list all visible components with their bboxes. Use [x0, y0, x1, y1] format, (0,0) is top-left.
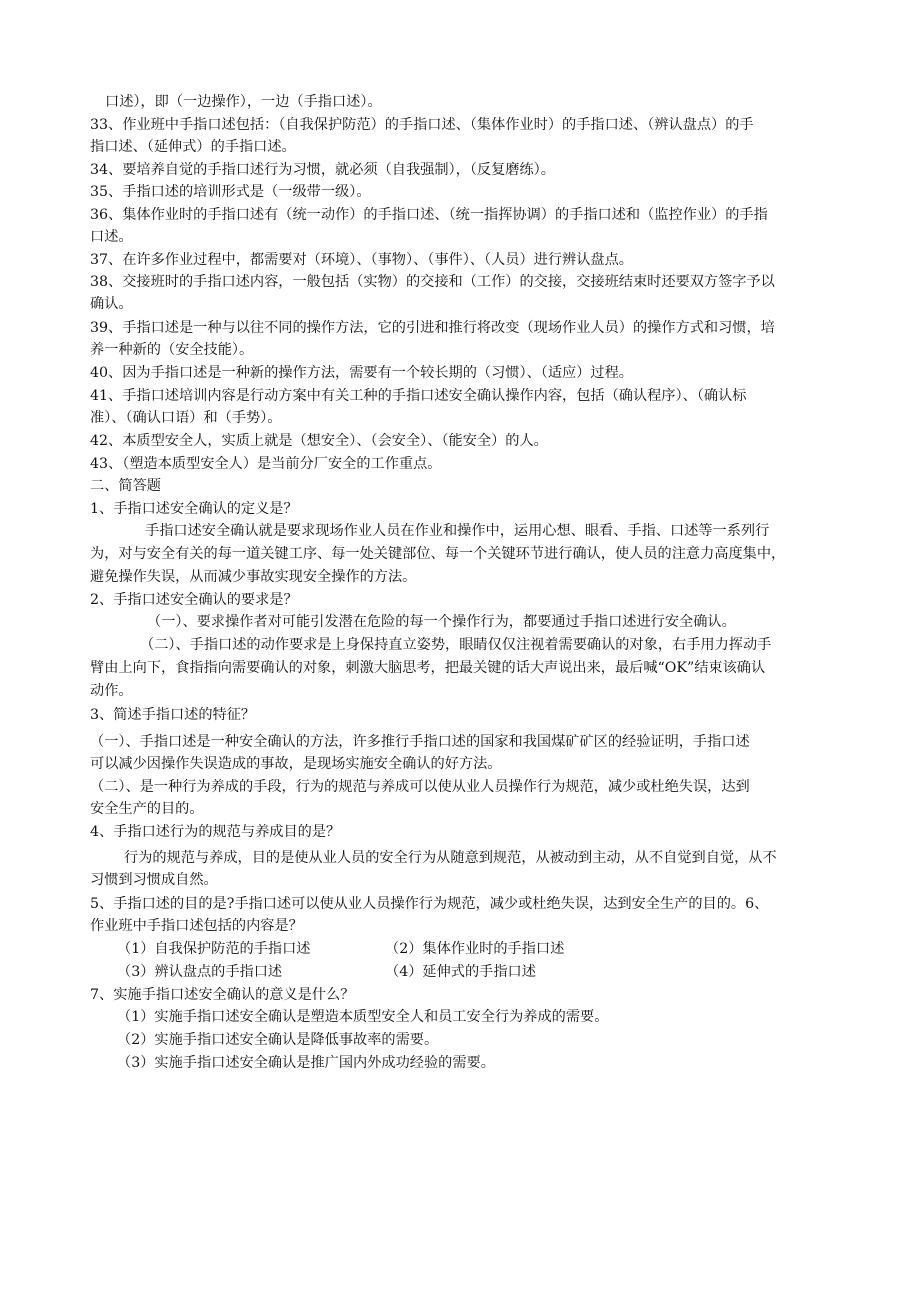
- question: 1、手指口述安全确认的定义是？: [90, 501, 298, 517]
- text-line: 38、交接班时的手指口述内容，一般包括（实物）的交接和（工作）的交接，交接班结束时还要双方签字予以: [90, 274, 775, 290]
- section-heading: 二、简答题: [90, 478, 161, 494]
- text-line: 42、本质型安全人，实质上就是（想安全）、（会安全）、（能安全）的人。: [90, 433, 548, 449]
- text-line: 准）、（确认口语）和（手势）。: [90, 410, 282, 426]
- text-line: 口述。: [90, 229, 133, 245]
- text-line: 行为的规范与养成，目的是使从业人员的安全行为从随意到规范，从被动到主动，从不自觉到自觉，从不: [124, 850, 777, 866]
- text-line: （一）、要求操作者对可能引发潜在危险的每一个操作行为，都要通过手指口述进行安全确认。: [147, 614, 736, 630]
- question: 7、实施手指口述安全确认的意义是什么？: [90, 987, 355, 1003]
- question: 2、手指口述安全确认的要求是？: [90, 592, 298, 608]
- text-line: （二）、手指口述的动作要求是上身保持直立姿势，眼睛仅仅注视着需要确认的对象，右手用力挥动手: [140, 637, 772, 653]
- list-item: （2）实施手指口述安全确认是降低事故率的需要。: [117, 1032, 439, 1048]
- list-item: （4）延伸式的手指口述: [385, 964, 536, 980]
- text-line: 为，对与安全有关的每一道关键工序、每一处关键部位、每一个关键环节进行确认，使人员的注意力高度集中，: [90, 546, 786, 562]
- text-line: 养一种新的（安全技能）。: [90, 342, 254, 358]
- text-line: 安全生产的目的。: [90, 801, 204, 817]
- text-line: 习惯到习惯成自然。: [90, 872, 218, 888]
- text-line: （二）、是一种行为养成的手段，行为的规范与养成可以使从业人员操作行为规范，减少或杜绝失误，达到: [90, 779, 750, 795]
- text-line: 34、要培养自觉的手指口述行为习惯，就必须（自我强制），（反复磨练）。: [90, 162, 555, 178]
- question: 4、手指口述行为的规范与养成目的是？: [90, 824, 341, 840]
- text-line: 确认。: [90, 296, 133, 312]
- text-line: 39、手指口述是一种与以往不同的操作方法，它的引进和推行将改变（现场作业人员）的操作方式和习惯，培: [90, 320, 775, 336]
- text-line: 避免操作失误，从而减少事故实现安全操作的方法。: [90, 569, 417, 585]
- text-line: 臂由上向下，食指指向需要确认的对象，刺激大脑思考，把最关键的话大声说出来，最后喊“OK”结束该确认: [90, 660, 766, 676]
- text-line: 作业班中手指口述包括的内容是？: [90, 918, 303, 934]
- text-line: 37、在许多作业过程中，都需要对（环境）、（事物）、（事件）、（人员）进行辨认盘点。: [90, 252, 633, 268]
- text-line: 指口述、（延伸式）的手指口述。: [90, 139, 296, 155]
- list-item: （3）实施手指口述安全确认是推广国内外成功经验的需要。: [117, 1055, 495, 1071]
- list-item: （1）自我保护防范的手指口述: [117, 941, 311, 957]
- list-item: （1）实施手指口述安全确认是塑造本质型安全人和员工安全行为养成的需要。: [117, 1009, 609, 1025]
- text-line: （一）、手指口述是一种安全确认的方法，许多推行手指口述的国家和我国煤矿矿区的经验证明，手指口述: [90, 734, 750, 750]
- text-line: 手指口述安全确认就是要求现场作业人员在作业和操作中，运用心想、眼看、手指、口述等一系列行: [145, 523, 770, 539]
- list-item: （2）集体作业时的手指口述: [385, 941, 565, 957]
- text-line: 可以减少因操作失误造成的事故，是现场实施安全确认的好方法。: [90, 756, 502, 772]
- text-line: 35、手指口述的培训形式是（一级带一级）。: [90, 184, 371, 200]
- text-line: 43、（塑造本质型安全人）是当前分厂安全的工作重点。: [90, 456, 442, 472]
- text-line: 40、因为手指口述是一种新的操作方法，需要有一个较长期的（习惯）、（适应）过程。: [90, 365, 633, 381]
- text-line: 动作。: [90, 683, 133, 699]
- question: 3、简述手指口述的特征？: [90, 707, 256, 723]
- text-line: 33、作业班中手指口述包括：（自我保护防范）的手指口述、（集体作业时）的手指口述、（辨认盘点）的手: [90, 117, 754, 133]
- text-line: 36、集体作业时的手指口述有（统一动作）的手指口述、（统一指挥协调）的手指口述和（监控作业）的手指: [90, 207, 768, 223]
- text-line: 41、手指口述培训内容是行动方案中有关工种的手指口述安全确认操作内容，包括（确认程序）、（确认标: [90, 388, 747, 404]
- list-item: （3）辨认盘点的手指口述: [117, 964, 283, 980]
- text-line: 5、手指口述的目的是?手指口述可以使从业人员操作行为规范，减少或杜绝失误，达到安全生产的目的。6、: [90, 896, 769, 912]
- text-line: 口述），即（一边操作），一边（手指口述）。: [105, 94, 382, 110]
